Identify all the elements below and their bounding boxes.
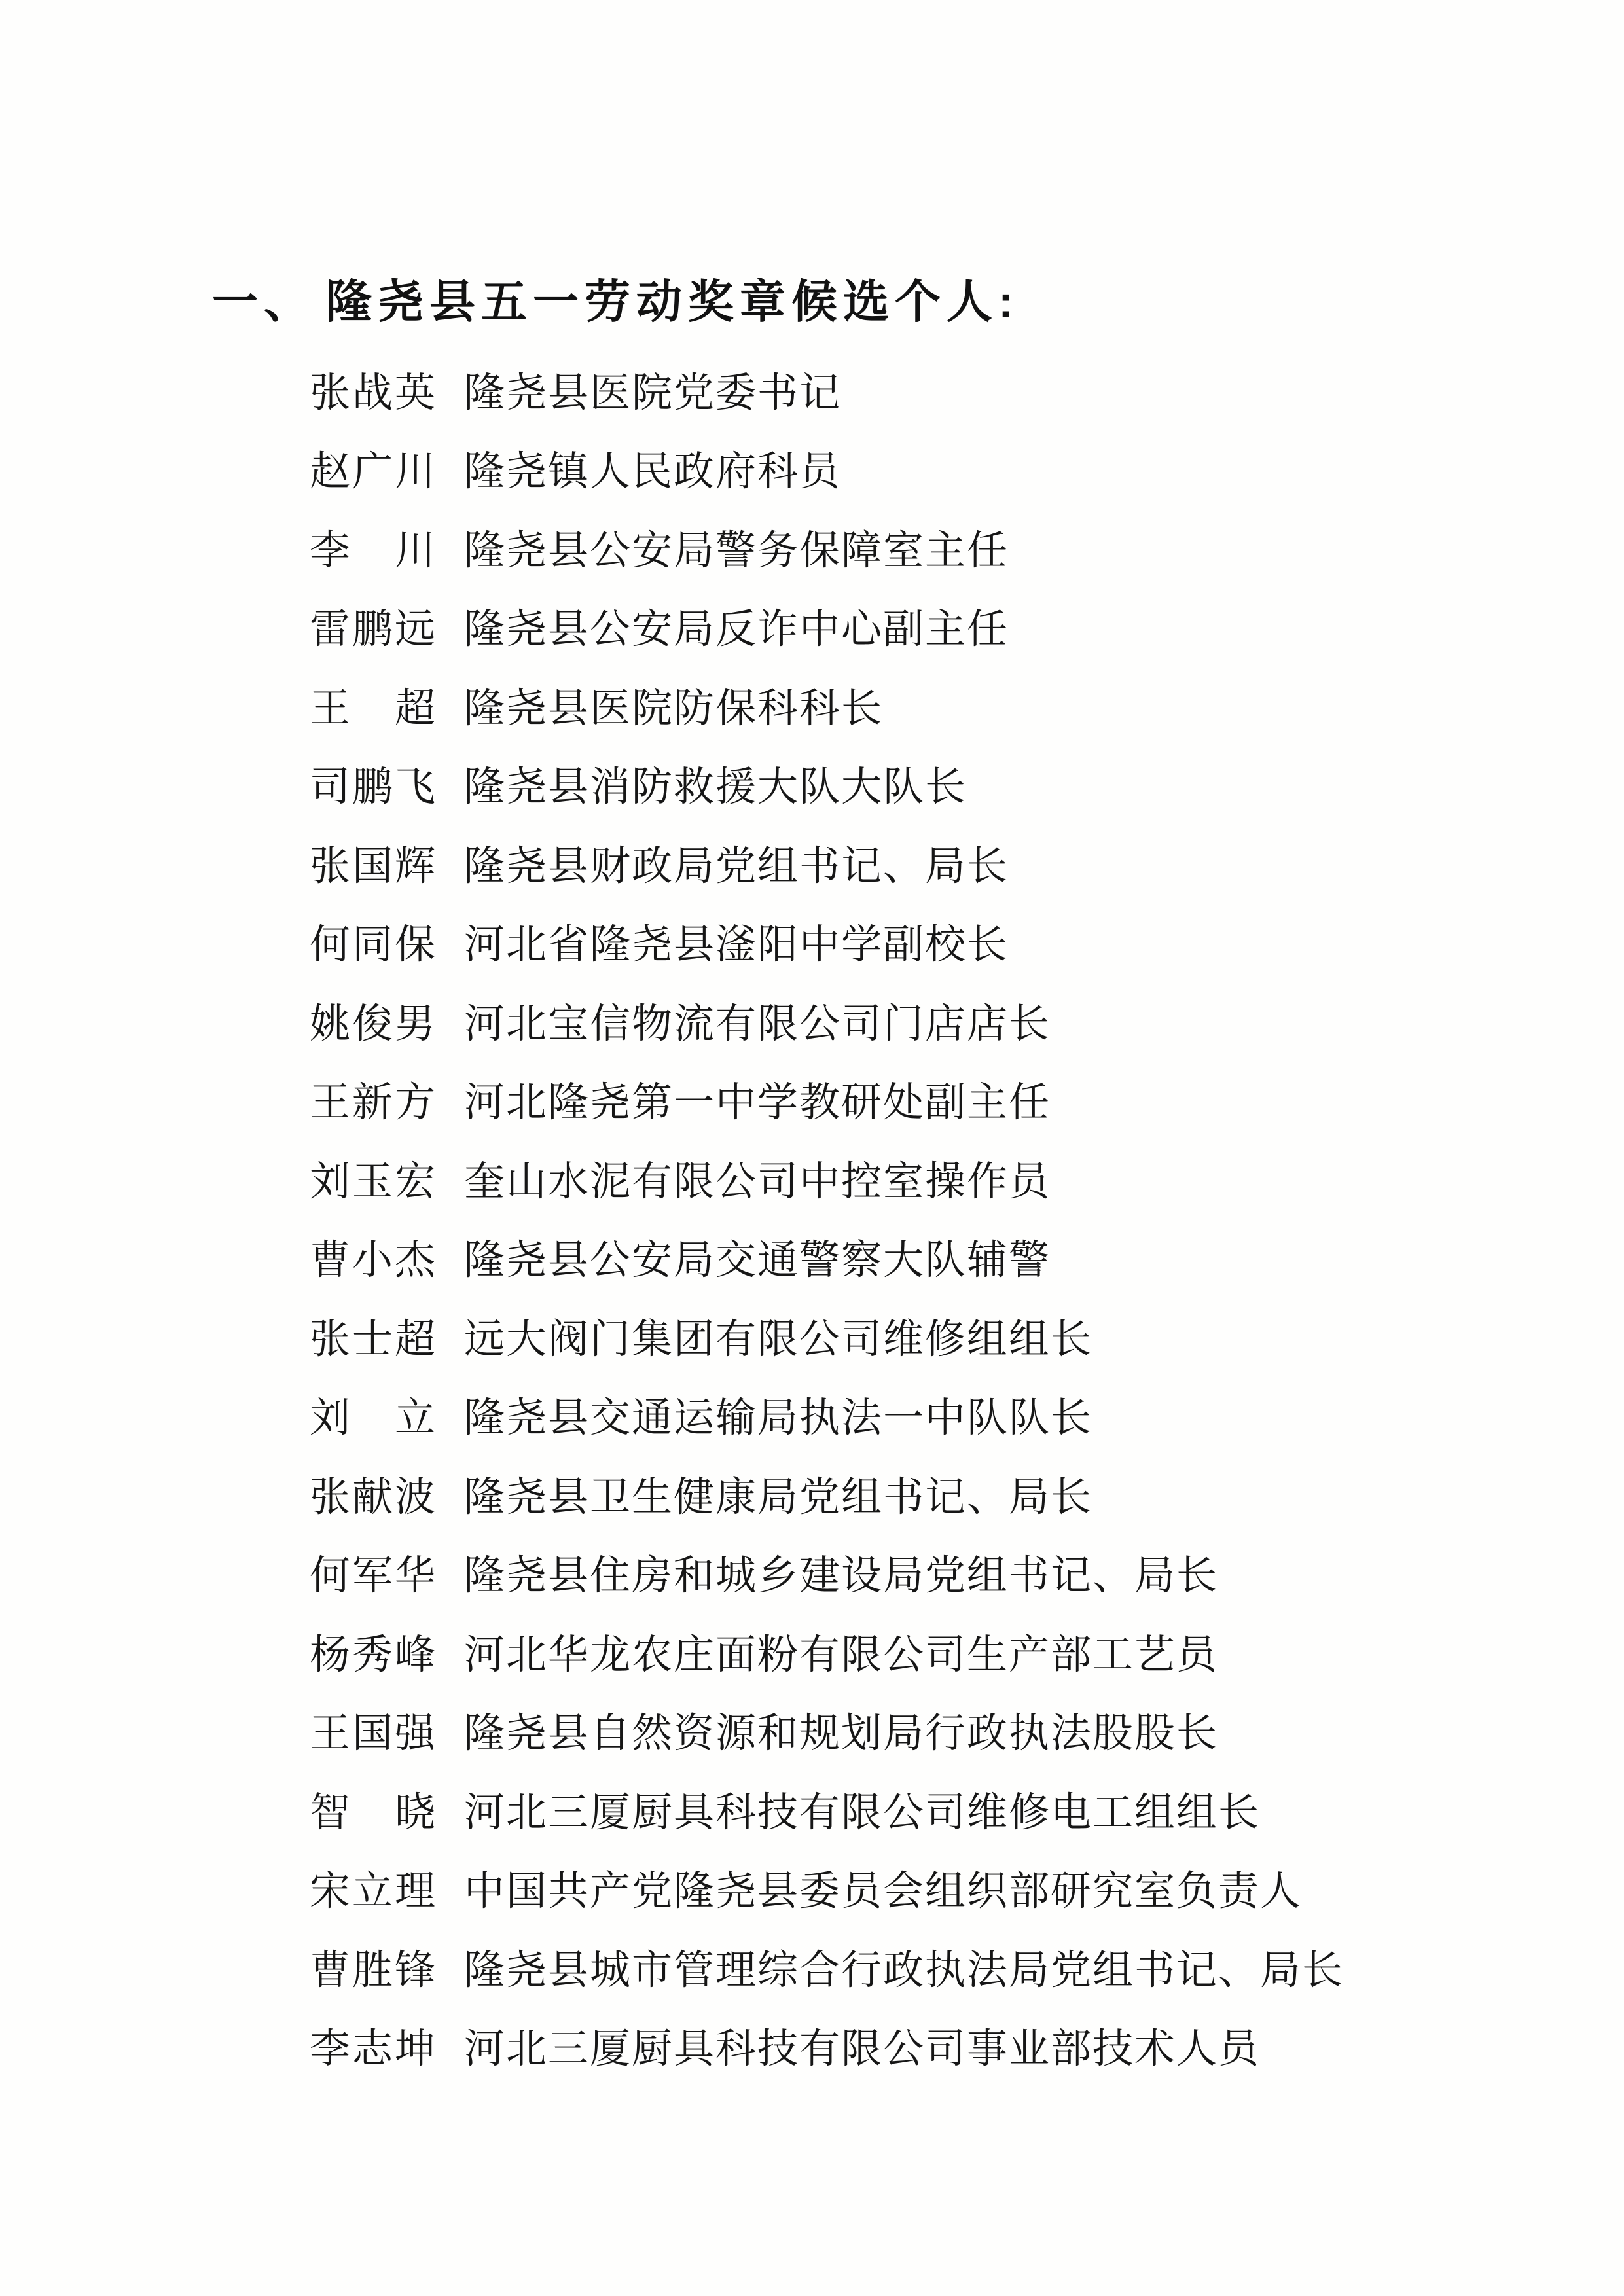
candidate-row xyxy=(310,2006,1624,2085)
candidate-name: 何同保 xyxy=(310,923,435,968)
candidate-name: 王国强 xyxy=(310,1712,435,1757)
candidate-row xyxy=(310,1927,1624,2006)
candidate-title: 河北三厦厨具科技有限公司事业部技术人员 xyxy=(464,2027,1261,2072)
candidate-name: 张战英 xyxy=(310,370,435,416)
candidate-title: 隆尧县交通运输局执法一中队队长 xyxy=(464,1396,1093,1441)
candidate-row xyxy=(310,1611,1624,1691)
candidate-title: 隆尧县卫生健康局党组书记、局长 xyxy=(464,1475,1093,1520)
candidate-title: 隆尧县自然资源和规划局行政执法股股长 xyxy=(464,1712,1219,1757)
candidate-title: 远大阀门集团有限公司维修组组长 xyxy=(464,1317,1093,1362)
candidate-title: 隆尧县医院党委书记 xyxy=(464,370,842,416)
candidate-row xyxy=(310,1454,1624,1533)
candidate-name: 张献波 xyxy=(310,1475,435,1520)
candidate-row xyxy=(310,429,1624,508)
section-heading xyxy=(0,0,1624,332)
candidate-title: 奎山水泥有限公司中控室操作员 xyxy=(464,1159,1051,1204)
candidate-row xyxy=(310,665,1624,744)
candidate-name: 赵广川 xyxy=(310,450,435,495)
candidate-row xyxy=(310,744,1624,823)
candidate-title: 河北华龙农庄面粉有限公司生产部工艺员 xyxy=(464,1632,1219,1677)
candidate-row xyxy=(310,1375,1624,1454)
candidate-row xyxy=(310,1060,1624,1139)
candidate-row xyxy=(310,1848,1624,1928)
candidate-row xyxy=(310,507,1624,586)
candidate-title: 河北三厦厨具科技有限公司维修电工组组长 xyxy=(464,1790,1261,1835)
candidate-name: 李川 xyxy=(310,528,435,573)
candidate-name: 杨秀峰 xyxy=(310,1632,435,1677)
candidate-row xyxy=(310,980,1624,1060)
candidate-row xyxy=(310,1138,1624,1217)
candidate-title: 隆尧县公安局警务保障室主任 xyxy=(464,528,1009,573)
candidate-title: 中国共产党隆尧县委员会组织部研究室负责人 xyxy=(464,1869,1303,1914)
section-title: 隆尧县五一劳动奖章候选个人: xyxy=(326,276,1020,327)
candidate-list xyxy=(310,350,1624,2085)
candidate-title: 河北隆尧第一中学教研处副主任 xyxy=(464,1081,1051,1126)
candidate-title: 隆尧县财政局党组书记、局长 xyxy=(464,844,1009,889)
candidate-name: 智晓 xyxy=(310,1790,435,1835)
candidate-name: 王超 xyxy=(310,686,435,731)
candidate-name: 张国辉 xyxy=(310,844,435,889)
candidate-name: 姚俊男 xyxy=(310,1001,435,1047)
candidate-row xyxy=(310,902,1624,981)
candidate-name: 张士超 xyxy=(310,1317,435,1362)
candidate-name: 何军华 xyxy=(310,1554,435,1599)
candidate-row xyxy=(310,823,1624,902)
candidate-title: 隆尧县公安局反诈中心副主任 xyxy=(464,607,1009,653)
candidate-name: 刘立 xyxy=(310,1396,435,1441)
candidate-row xyxy=(310,350,1624,429)
section-number: 一、 xyxy=(212,276,316,327)
candidate-title: 河北宝信物流有限公司门店店长 xyxy=(464,1001,1051,1047)
candidate-name: 王新方 xyxy=(310,1081,435,1126)
candidate-row xyxy=(310,1217,1624,1297)
candidate-title: 隆尧县消防救援大队大队长 xyxy=(464,765,967,810)
candidate-name: 雷鹏远 xyxy=(310,607,435,653)
candidate-name: 刘玉宏 xyxy=(310,1159,435,1204)
candidate-title: 隆尧县城市管理综合行政执法局党组书记、局长 xyxy=(464,1948,1344,1993)
candidate-title: 隆尧县公安局交通警察大队辅警 xyxy=(464,1238,1051,1283)
candidate-name: 司鹏飞 xyxy=(310,765,435,810)
candidate-title: 隆尧县住房和城乡建设局党组书记、局长 xyxy=(464,1554,1219,1599)
candidate-row xyxy=(310,1533,1624,1612)
candidate-name: 曹胜锋 xyxy=(310,1948,435,1993)
candidate-title: 河北省隆尧县滏阳中学副校长 xyxy=(464,923,1009,968)
candidate-name: 李志坤 xyxy=(310,2027,435,2072)
candidate-name: 宋立理 xyxy=(310,1869,435,1914)
candidate-name: 曹小杰 xyxy=(310,1238,435,1283)
candidate-row xyxy=(310,1769,1624,1848)
candidate-row xyxy=(310,1691,1624,1770)
candidate-row xyxy=(310,586,1624,666)
candidate-title: 隆尧县医院防保科科长 xyxy=(464,686,884,731)
candidate-row xyxy=(310,1296,1624,1375)
candidate-title: 隆尧镇人民政府科员 xyxy=(464,450,842,495)
